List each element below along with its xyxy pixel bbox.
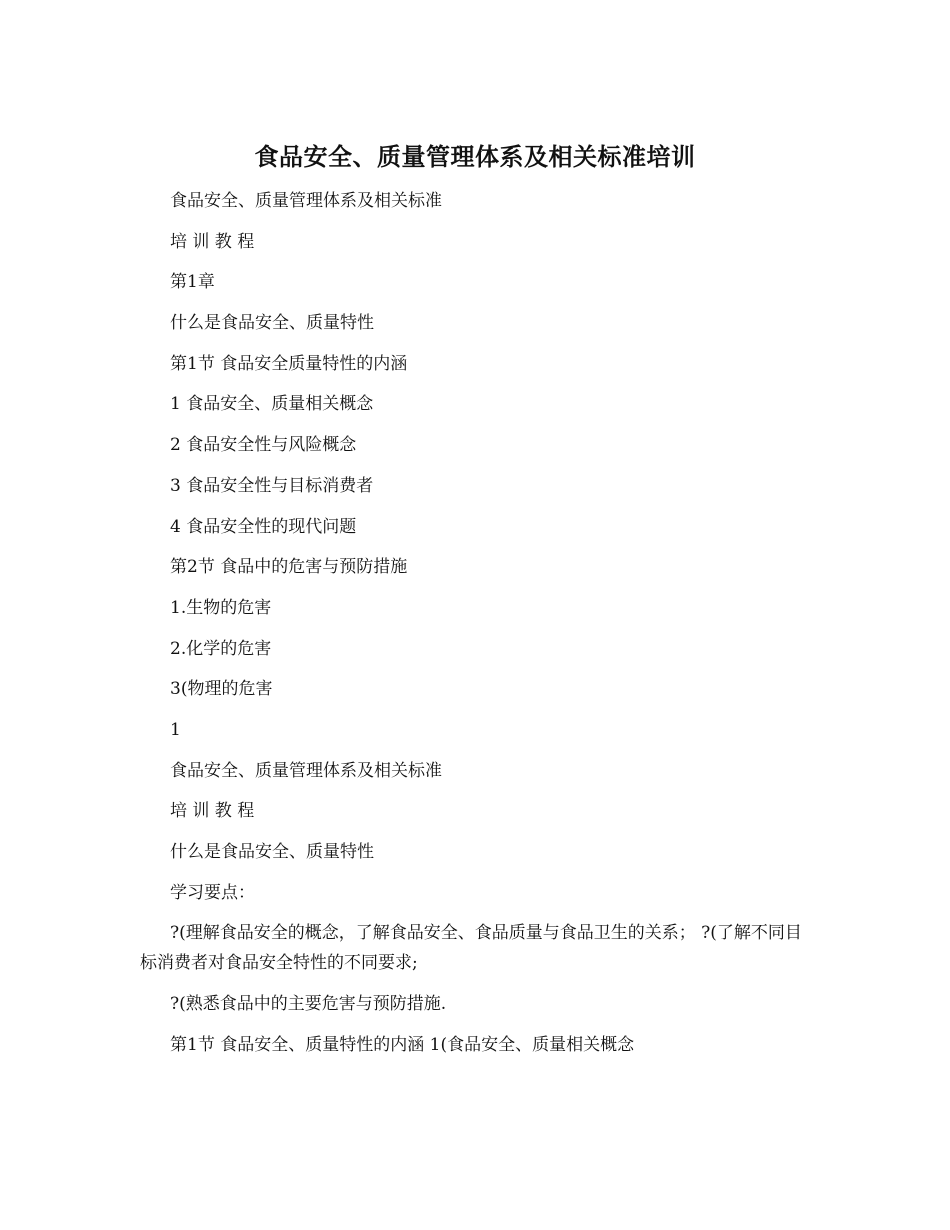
document-body xyxy=(140,186,805,1070)
paragraph-learning-point: ?(熟悉食品中的主要危害与预防措施. xyxy=(170,994,447,1015)
paragraph-course-label: 培 训 教 程 xyxy=(170,801,255,822)
paragraph-chapter: 第1章 xyxy=(170,272,215,293)
paragraph-item: 2 食品安全性与风险概念 xyxy=(170,435,357,456)
paragraph-item: 1 食品安全、质量相关概念 xyxy=(170,394,374,415)
paragraph-learning-point: ?(理解食品安全的概念，了解食品安全、食品质量与食品卫生的关系； ?(了解不同目标消费者对食品安全特性的不同要求; xyxy=(140,923,802,974)
paragraph-page-number: 1 xyxy=(170,719,181,740)
paragraph-chapter-title: 什么是食品安全、质量特性 xyxy=(170,313,374,334)
document-title: 食品安全、质量管理体系及相关标准培训 xyxy=(254,142,696,171)
paragraph-item: 2.化学的危害 xyxy=(170,638,272,659)
paragraph-item: 3 食品安全性与目标消费者 xyxy=(170,475,374,496)
paragraph-item: 3(物理的危害 xyxy=(170,679,273,700)
paragraph-section-1-concepts: 第1节 食品安全、质量特性的内涵 1(食品安全、质量相关概念 xyxy=(170,1034,635,1055)
paragraph-section-2: 第2节 食品中的危害与预防措施 xyxy=(170,557,408,578)
paragraph-subtitle: 食品安全、质量管理体系及相关标准 xyxy=(170,191,442,211)
paragraph-chapter-title: 什么是食品安全、质量特性 xyxy=(170,842,374,862)
paragraph-subtitle: 食品安全、质量管理体系及相关标准 xyxy=(170,760,442,781)
paragraph-section-1: 第1节 食品安全质量特性的内涵 xyxy=(170,353,408,374)
paragraph-course-label: 培 训 教 程 xyxy=(170,231,255,252)
paragraph-item: 1.生物的危害 xyxy=(170,597,272,618)
paragraph-item: 4 食品安全性的现代问题 xyxy=(170,516,357,537)
paragraph-learning-points-heading: 学习要点： xyxy=(170,882,255,903)
